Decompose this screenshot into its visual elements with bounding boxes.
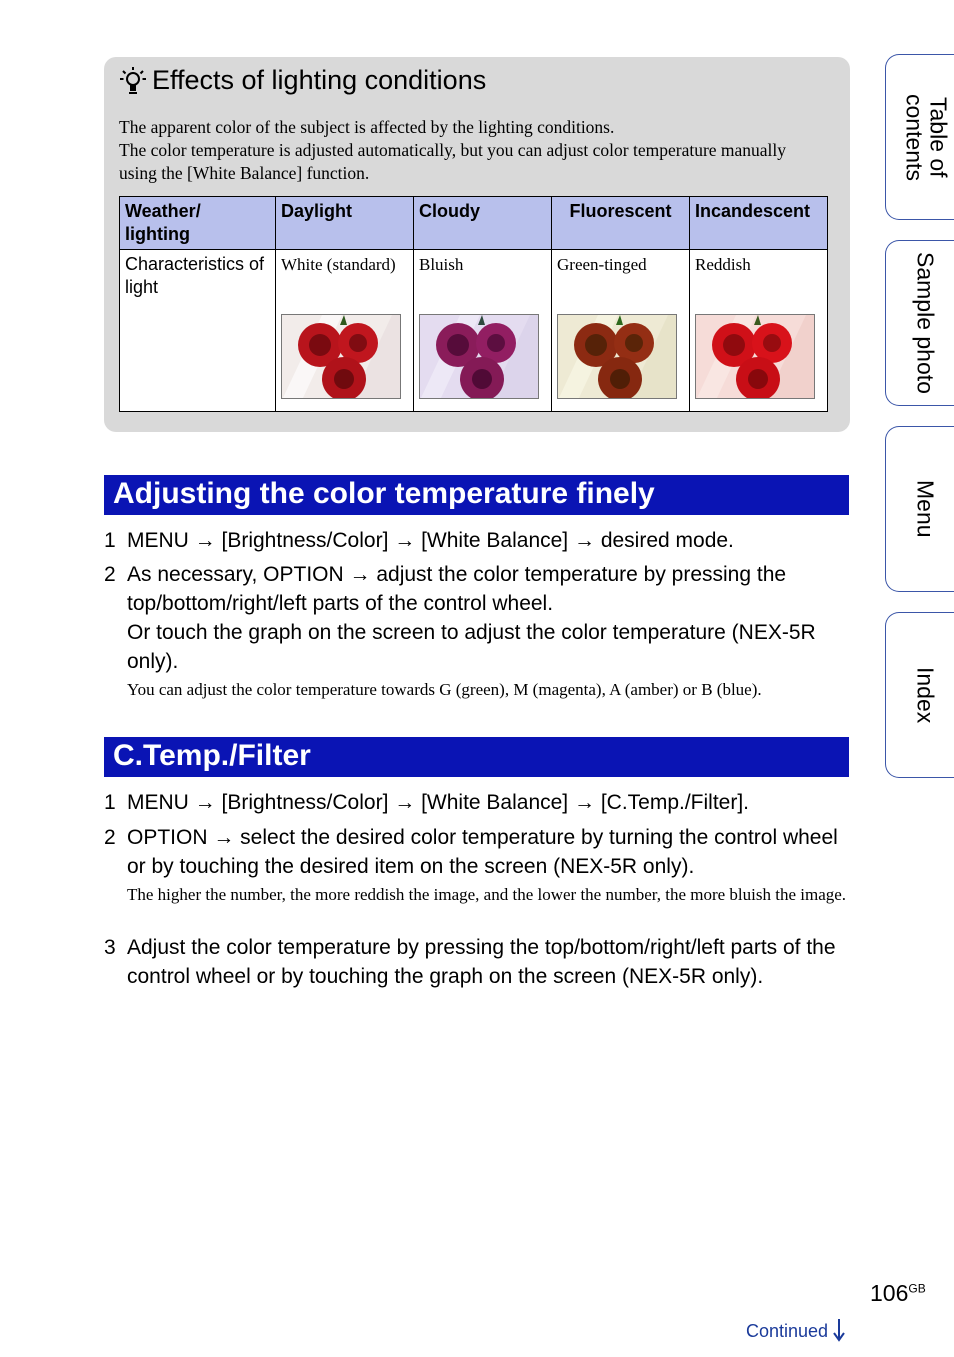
photo-cloudy <box>419 314 539 399</box>
photo-daylight <box>281 314 401 399</box>
cell-fluorescent <box>552 250 690 412</box>
header-daylight: Daylight <box>276 197 414 250</box>
step-number: 2 <box>104 826 116 849</box>
section2-note: The higher the number, the more reddish the image, and the lower the number, the more bluish the image. <box>127 885 847 904</box>
header-cloudy: Cloudy <box>414 197 552 250</box>
tab-label: Index <box>912 666 939 724</box>
step-number: 1 <box>104 791 116 814</box>
tip-text <box>119 116 819 185</box>
header-fluorescent: Fluorescent <box>552 197 690 250</box>
table-header-row <box>120 197 828 250</box>
header-weather: Weather/ lighting <box>120 197 276 250</box>
section-heading-ctemp-filter: C.Temp./Filter <box>104 737 849 777</box>
tab-label: Table of contents <box>901 93 952 181</box>
tab-label: Menu <box>912 480 939 538</box>
cell-cloudy <box>414 250 552 412</box>
section-heading-adjusting: Adjusting the color temperature finely <box>104 475 849 515</box>
cell-incandescent <box>690 250 828 412</box>
step-text: OPTION → select the desired color temperature by turning the control wheel or by touching the desired item on the screen (NEX-5R only). <box>127 826 838 878</box>
step-text-continued: Or touch the graph on the screen to adjust the color temperature (NEX-5R only). <box>127 621 816 673</box>
photo-fluorescent <box>557 314 677 399</box>
step-text: MENU → [Brightness/Color] → [White Balance] → desired mode. <box>127 529 734 552</box>
lightbulb-icon <box>120 66 146 96</box>
step-number: 1 <box>104 529 116 552</box>
header-incandescent: Incandescent <box>690 197 828 250</box>
cell-fluorescent-text: Green-tinged <box>557 255 647 274</box>
tab-sample-photo[interactable] <box>885 240 954 406</box>
continued-label: Continued <box>746 1321 829 1341</box>
page-suffix: GB <box>908 1281 926 1296</box>
continued-link[interactable] <box>746 1318 845 1342</box>
step-text: MENU → [Brightness/Color] → [White Balance] → [C.Temp./Filter]. <box>127 791 750 814</box>
tip-title-text: Effects of lighting conditions <box>152 65 487 95</box>
row-label: Characteristics of light <box>120 250 276 412</box>
tip-box <box>104 57 850 432</box>
table-row <box>120 250 828 412</box>
step-text: Adjust the color temperature by pressing the top/bottom/right/left parts of the control wheel or by touching the graph on the screen (NEX-5R only). <box>127 936 836 988</box>
step-number: 3 <box>104 936 116 959</box>
tip-title <box>120 65 486 96</box>
step-text: As necessary, OPTION → adjust the color temperature by pressing the top/bottom/right/left parts of the control wheel. <box>127 563 787 615</box>
cell-daylight-text: White (standard) <box>281 255 396 274</box>
cell-daylight <box>276 250 414 412</box>
tab-label: Sample photo <box>912 252 939 394</box>
tab-index[interactable] <box>885 612 954 778</box>
step-number: 2 <box>104 563 116 586</box>
cell-incandescent-text: Reddish <box>695 255 751 274</box>
photo-incandescent <box>695 314 815 399</box>
cell-cloudy-text: Bluish <box>419 255 464 274</box>
white-balance-table <box>119 196 828 412</box>
page-number: $106^{GB}$ <box>870 1280 926 1306</box>
tab-table-of-contents[interactable] <box>885 54 954 220</box>
tip-line-2: The color temperature is adjusted automatically, but you can adjust color temperature manually using the [White Balance] function. <box>119 140 787 183</box>
arrow-down-icon <box>833 1318 845 1342</box>
tab-menu[interactable] <box>885 426 954 592</box>
section1-note: You can adjust the color temperature towards G (green), M (magenta), A (amber) or B (blue). <box>127 680 762 699</box>
tip-line-1: The apparent color of the subject is affected by the lighting conditions. <box>119 117 615 137</box>
